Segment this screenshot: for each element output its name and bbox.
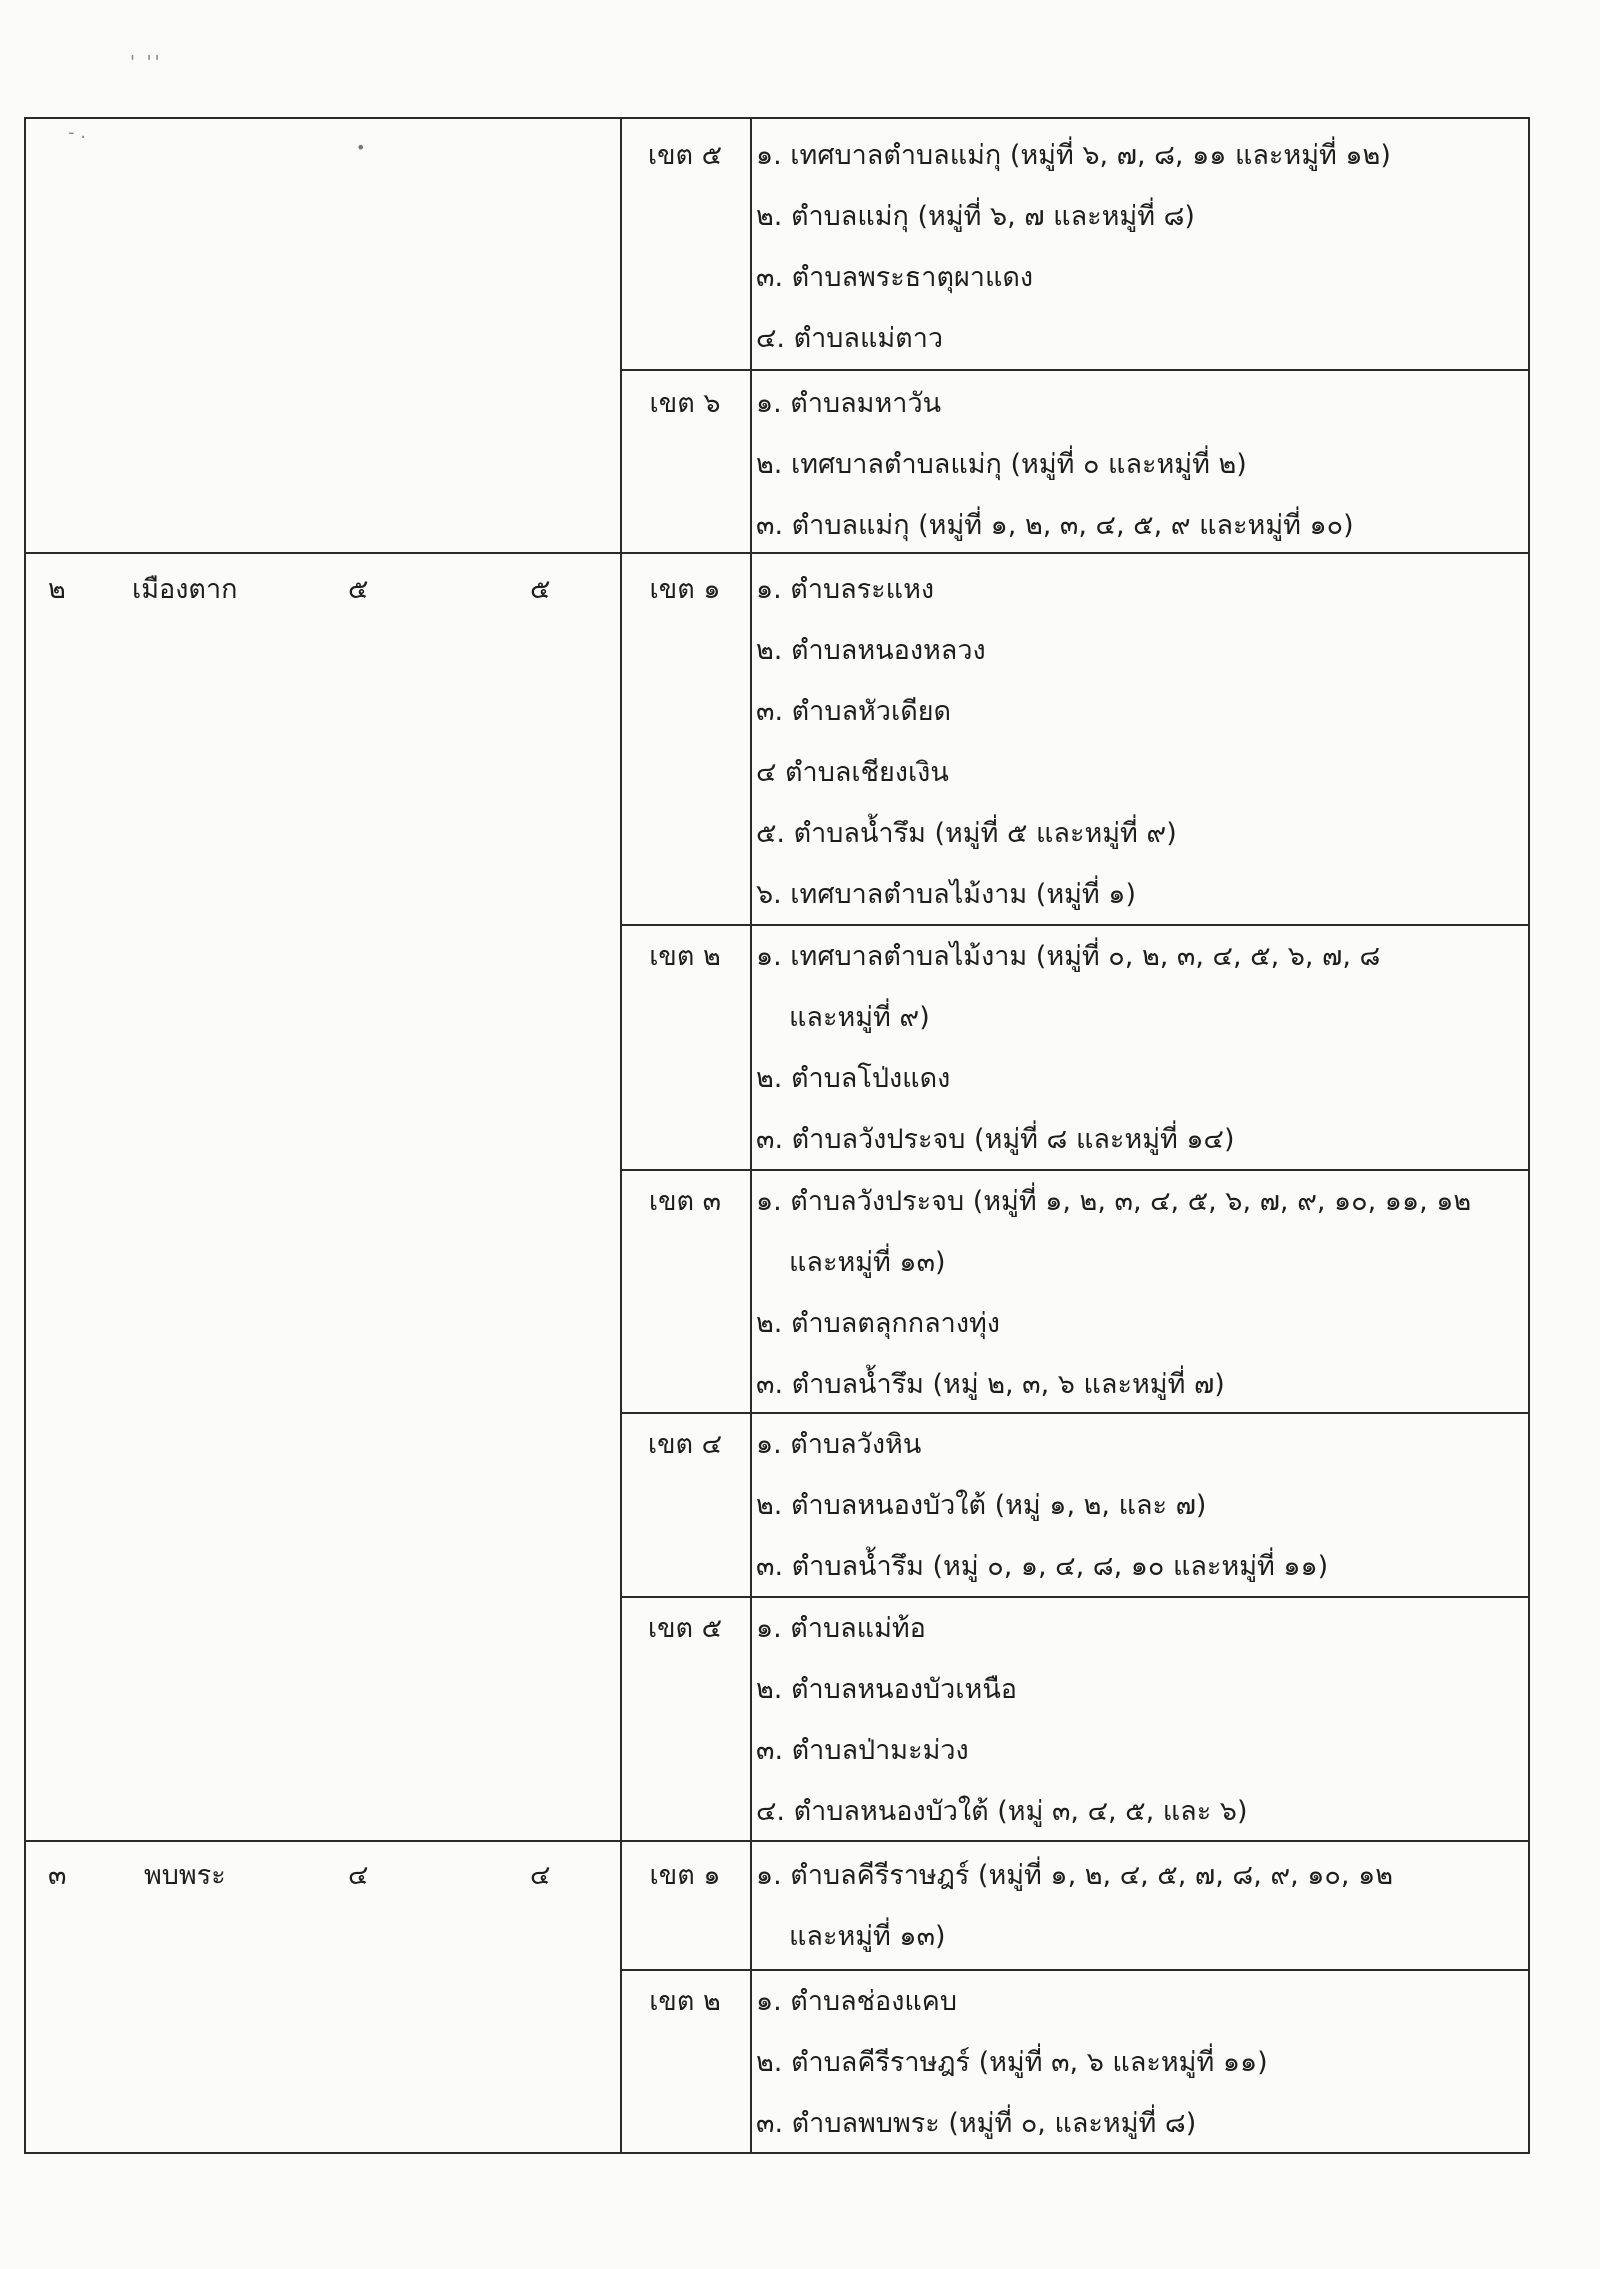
zone-item: ๔. ตำบลหนองบัวใต้ (หมู่ ๓, ๔, ๕, และ ๖) [756, 1796, 1248, 1827]
zone-item: ๔ ตำบลเชียงเงิน [756, 757, 949, 788]
zone-item: ๒. ตำบลตลุกกลางทุ่ง [756, 1308, 1000, 1339]
zone-item: ๓. ตำบลหัวเดียด [756, 696, 952, 727]
zone-item: ๔. ตำบลแม่ตาว [756, 323, 944, 354]
district-count: ๔ [348, 1860, 369, 1891]
zone-item: ๒. ตำบลโป่งแดง [756, 1063, 951, 1094]
district-count: ๔ [530, 1860, 551, 1891]
zone-item: ๓. ตำบลป่ามะม่วง [756, 1735, 969, 1766]
zone-item: ๒. ตำบลหนองบัวใต้ (หมู่ ๑, ๒, และ ๗) [756, 1490, 1207, 1521]
zone-item: ๑. ตำบลช่องแคบ [756, 1986, 958, 2017]
zone-item: และหมู่ที่ ๙) [789, 1002, 930, 1033]
district-name: เมืองตาก [132, 574, 238, 605]
zone-item: ๑. ตำบลมหาวัน [756, 388, 942, 419]
zone-item: ๑. ตำบลระแหง [756, 574, 935, 605]
zone-item: ๒. ตำบลหนองบัวเหนือ [756, 1674, 1017, 1705]
zone-divider [620, 1169, 1528, 1171]
scan-mark-top: ' '' [130, 52, 163, 73]
zone-item: ๑. ตำบลคีรีราษฎร์ (หมู่ที่ ๑, ๒, ๔, ๕, ๗, ๘, ๙, ๑๐, ๑๒ [756, 1860, 1394, 1891]
zone-label: เขต ๕ [647, 140, 723, 171]
zone-item: และหมู่ที่ ๑๓) [789, 1921, 946, 1952]
district-table [24, 117, 1530, 2154]
zone-item: และหมู่ที่ ๑๓) [789, 1247, 946, 1278]
district-divider [26, 1840, 1528, 1842]
zone-item: ๑. เทศบาลตำบลแม่กุ (หมู่ที่ ๖, ๗, ๘, ๑๑ และหมู่ที่ ๑๒) [756, 140, 1391, 171]
zone-item: ๑. ตำบลวังประจบ (หมู่ที่ ๑, ๒, ๓, ๔, ๕, ๖, ๗, ๙, ๑๐, ๑๑, ๑๒ [756, 1186, 1472, 1217]
zone-item: ๒. เทศบาลตำบลแม่กุ (หมู่ที่ ๐ และหมู่ที่ ๒) [756, 449, 1247, 480]
district-count: ๕ [348, 574, 369, 605]
zone-item: ๑. เทศบาลตำบลไม้งาม (หมู่ที่ ๐, ๒, ๓, ๔, ๕, ๖, ๗, ๘ [756, 941, 1381, 972]
column-divider [750, 119, 752, 2152]
zone-label: เขต ๑ [649, 1860, 721, 1891]
zone-label: เขต ๓ [648, 1186, 722, 1217]
zone-label: เขต ๑ [649, 574, 721, 605]
zone-divider [620, 924, 1528, 926]
district-number: ๒ [48, 574, 66, 605]
zone-label: เขต ๒ [649, 1986, 721, 2017]
zone-item: ๓. ตำบลพระธาตุผาแดง [756, 262, 1034, 293]
zone-item: ๖. เทศบาลตำบลไม้งาม (หมู่ที่ ๑) [756, 879, 1136, 910]
zone-item: ๑. ตำบลแม่ท้อ [756, 1613, 926, 1644]
scan-mark-left: - . [68, 122, 86, 143]
zone-item: ๓. ตำบลน้ำรึม (หมู่ ๐, ๑, ๔, ๘, ๑๐ และหมู่ที่ ๑๑) [756, 1551, 1329, 1582]
zone-item: ๓. ตำบลพบพระ (หมู่ที่ ๐, และหมู่ที่ ๘) [756, 2108, 1197, 2139]
zone-item: ๑. ตำบลวังหิน [756, 1429, 922, 1460]
district-divider [26, 552, 1528, 554]
zone-label: เขต ๔ [647, 1429, 723, 1460]
zone-item: ๓. ตำบลวังประจบ (หมู่ที่ ๘ และหมู่ที่ ๑๔) [756, 1124, 1235, 1155]
zone-item: ๒. ตำบลหนองหลวง [756, 635, 986, 666]
zone-item: ๒. ตำบลแม่กุ (หมู่ที่ ๖, ๗ และหมู่ที่ ๘) [756, 201, 1195, 232]
zone-item: ๓. ตำบลน้ำรึม (หมู่ ๒, ๓, ๖ และหมู่ที่ ๗) [756, 1369, 1225, 1400]
zone-label: เขต ๒ [649, 941, 721, 972]
district-count: ๕ [530, 574, 551, 605]
zone-item: ๒. ตำบลคีรีราษฎร์ (หมู่ที่ ๓, ๖ และหมู่ที่ ๑๑) [756, 2047, 1268, 2078]
zone-item: ๓. ตำบลแม่กุ (หมู่ที่ ๑, ๒, ๓, ๔, ๕, ๙ และหมู่ที่ ๑๐) [756, 510, 1354, 541]
district-number: ๓ [48, 1860, 67, 1891]
zone-label: เขต ๖ [649, 388, 721, 419]
zone-divider [620, 1596, 1528, 1598]
zone-divider [620, 1969, 1528, 1971]
zone-divider [620, 1412, 1528, 1414]
column-divider [620, 119, 622, 2152]
zone-divider [620, 369, 1528, 371]
district-name: พบพระ [144, 1860, 226, 1891]
zone-item: ๕. ตำบลน้ำรึม (หมู่ที่ ๕ และหมู่ที่ ๙) [756, 818, 1177, 849]
stray-dot: • [356, 138, 366, 157]
zone-label: เขต ๕ [647, 1613, 723, 1644]
